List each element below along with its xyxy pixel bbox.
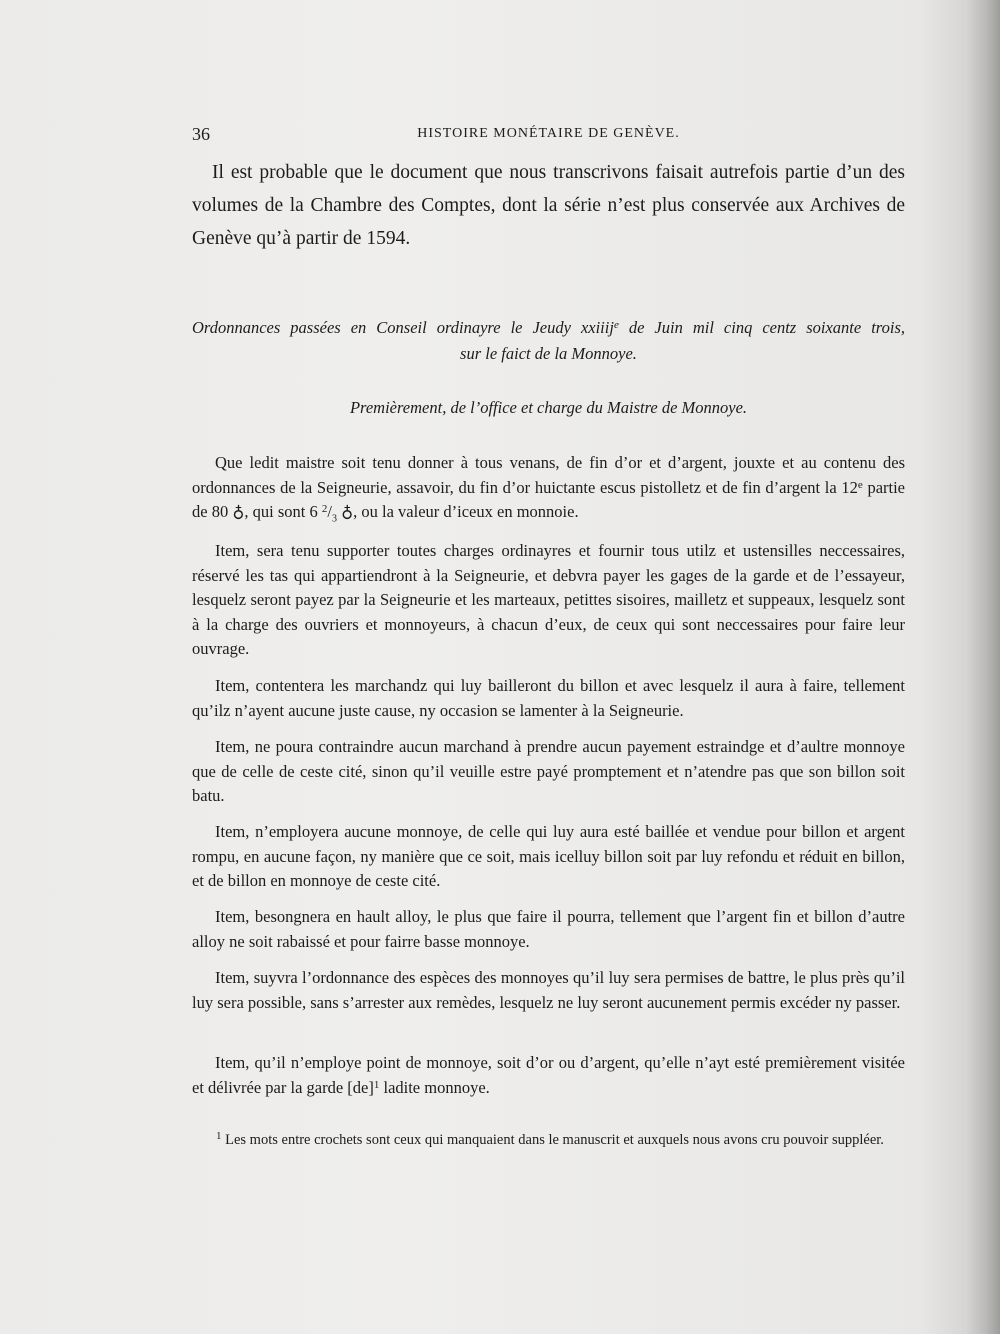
fraction-numerator: 2 <box>321 503 328 515</box>
paragraph-8 <box>192 1051 905 1100</box>
fraction-denominator: 3 <box>331 513 337 525</box>
paragraph-7: Item, suyvra l’ordonnance des espèces des monnoyes qu’il luy sera permises de battre, le plus près qu’il luy sera possible, sans s’arrester aux remèdes, lesquelz ne luy seront aucunement permis excéder ny passer. <box>192 968 905 1012</box>
paragraph-text: Item, qu’il n’employe point de monnoye, soit d’or ou d’argent, qu’elle n’ayt esté premièrement visitée et délivrée par la garde [de] <box>192 1053 905 1097</box>
paragraph-5: Item, n’employera aucune monnoye, de celle qui luy aura esté baillée et vendue pour billon et argent rompu, en aucune façon, ny manière que ce soit, mais icelluy billon soit par luy refondu et réduit en billon, et de billon en monnoye de ceste cité. <box>192 822 905 890</box>
section-subheading: Premièrement, de l’office et charge du Maistre de Monnoye. <box>349 398 748 417</box>
footnote <box>192 1130 905 1150</box>
document-title-line-2: sur le faict de la Monnoye. <box>460 344 637 363</box>
document-title-line-1 <box>192 316 905 340</box>
paragraph-3: Item, contentera les marchandz qui luy bailleront du billon et avec lesquelz il aura à faire, tellement qu’ilz n’ayent aucune juste cause, ny occasion se lamenter à la Seigneurie. <box>192 676 905 720</box>
paragraph-2: Item, sera tenu supporter toutes charges ordinayres et fournir tous utilz et ustensilles neccessaires, réservé les tas qui appartiendront à la Seigneurie, et debvra payer les gages de la garde et de l’essayeur, lesquelz seront payez par la Seigneurie et les marteaux, petittes sisoires, mailletz et suppeaux, lesquelz sont à la charge des ouvriers et monnoyeurs, à chacun d’eux, de ceux qui sont neccessaires pour faire leur ouvrage. <box>192 541 905 658</box>
document-title-text: Ordonnances passées en Conseil ordinayre le Jeudy xxiiij <box>192 318 614 337</box>
paragraph-4: Item, ne poura contraindre aucun marchand à prendre aucun payement estraindge et d’aultre monnoye que de celle de ceste cité, sinon qu’il veuille estre payé promptement et n’atendre pas que son billon soit batu. <box>192 737 905 805</box>
paragraph-text: partie de 80 ♁, qui sont 6 <box>192 477 906 521</box>
paragraph-text: Que ledit maistre soit tenu donner à tous venans, de fin d’or et d’argent, jouxte et au contenu des ordonnances de la Seigneurie, assavoir, du fin d’or huictante escus pistolletz et de fin d’argent la 12 <box>192 453 905 497</box>
page-number: 36 <box>192 124 210 144</box>
document-title-text-end: de Juin mil cinq centz soixante trois, <box>618 318 905 337</box>
paragraph-text: ladite monnoye. <box>379 1077 490 1097</box>
footnote-reference: 1 <box>373 1078 380 1091</box>
footnote-mark: 1 <box>216 1130 222 1142</box>
page-header <box>192 124 905 148</box>
page-edge-shadow <box>966 0 1000 1334</box>
ordinal-superscript: e <box>857 478 863 491</box>
running-title: HISTOIRE MONÉTAIRE DE GENÈVE. <box>417 126 680 141</box>
intro-paragraph: Il est probable que le document que nous transcrivons faisait autrefois partie d’un des volumes de la Chambre des Comptes, dont la série n’est plus conservée aux Archives de Genève qu’à partir de 1594. <box>192 162 905 249</box>
paragraph-6: Item, besongnera en hault alloy, le plus que faire il pourra, tellement que l’argent fin et billon d’autre alloy ne soit rabaissé et pour fairre basse monnoye. <box>192 907 905 951</box>
paragraph-text: ♁, ou la valeur d’iceux en monnoie. <box>336 502 579 521</box>
ordinal-superscript: e <box>613 319 619 331</box>
paragraph-1: Que ledit maistre soit tenu donner à tous venans, de fin d’or et d’argent, jouxte et au contenu des ordonnances de la Seigneurie, assavoir, du fin d’or huictante escus pistolletz et de fin d’argent la 12e partie de 80 ♁, qui sont 6 $^2/_3$ ♁, ou la valeur d’iceux en monnoie. <box>192 453 906 525</box>
footnote-text: Les mots entre crochets sont ceux qui manquaient dans le manuscrit et auxquels nous avons cru pouvoir suppléer. <box>221 1132 884 1148</box>
